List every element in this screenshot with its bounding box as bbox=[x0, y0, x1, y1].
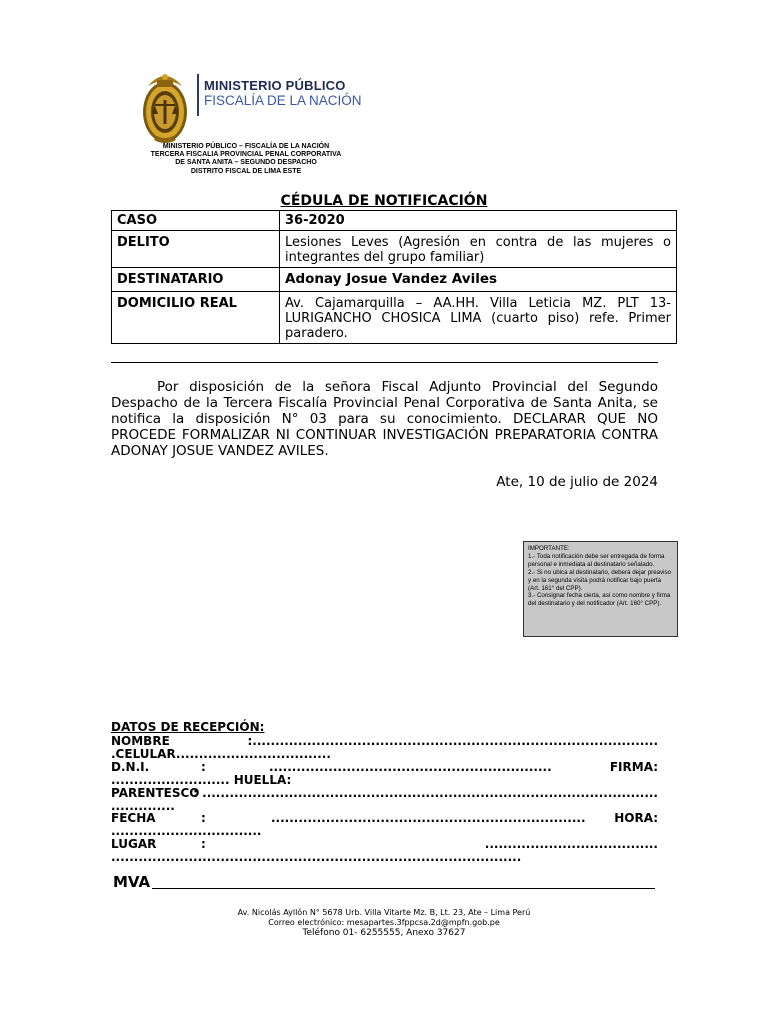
important-item: 3.- Consignar fecha cierta, así como nombre y firma del destinatario y del notificador (Art. 160° CPP). bbox=[528, 592, 671, 608]
table-row bbox=[112, 292, 677, 344]
lugar-field: ...................................... bbox=[484, 837, 658, 851]
lugar-colon: : bbox=[201, 837, 206, 851]
reception-title-text: DATOS DE RECEPCIÓN bbox=[111, 720, 260, 734]
celular-field: .CELULAR.................................. bbox=[111, 747, 331, 761]
document-title bbox=[0, 193, 768, 209]
dni-colon: : bbox=[201, 760, 206, 774]
institution-line: TERCERA FISCALIA PROVINCIAL PENAL CORPORATIVA bbox=[150, 151, 342, 159]
table-row bbox=[112, 231, 677, 268]
institution-line: DE SANTA ANITA – SEGUNDO DESPACHO bbox=[175, 159, 317, 167]
fecha-label: FECHA bbox=[111, 811, 156, 825]
delito-value: Lesiones Leves (Agresión en contra de las mujeres o integrantes del grupo familiar) bbox=[280, 231, 677, 268]
footer-email: Correo electrónico: mesapartes.3fppcsa.2d@mpfn.gob.pe bbox=[268, 918, 500, 927]
important-heading: IMPORTANTE: bbox=[528, 545, 570, 552]
reception-title bbox=[111, 721, 658, 734]
footer-phone: Teléfono 01- 6255555, Anexo 37627 bbox=[302, 928, 466, 938]
logo-divider bbox=[197, 74, 199, 116]
separator-line bbox=[111, 362, 658, 363]
hora-label: HORA: bbox=[614, 811, 658, 825]
lugar-label: LUGAR bbox=[111, 837, 157, 851]
table-row bbox=[112, 211, 677, 231]
fecha-continuation: ................................. bbox=[111, 824, 262, 838]
caso-value: 36-2020 bbox=[280, 211, 677, 231]
case-info-table bbox=[111, 210, 677, 344]
important-item: 2.- Si no ubica al destinatario, deberá dejar preaviso y en la segunda visita podrá notificar bajo puerta (Art. 161° del CPP). bbox=[528, 568, 672, 592]
fecha-colon: : bbox=[201, 811, 206, 825]
logo-title: MINISTERIO PÚBLICO bbox=[204, 78, 346, 93]
lugar-continuation: .......................................................................................... bbox=[111, 850, 522, 864]
caso-label: CASO bbox=[112, 211, 280, 231]
signature-initials: MVA bbox=[113, 873, 151, 891]
parentesco-label: PARENTESCO bbox=[111, 786, 200, 800]
footer-address: Av. Nicolás Ayllón N° 5678 Urb. Villa Vitarte Mz. B, Lt. 23, Ate – Lima Perú bbox=[237, 908, 531, 917]
domicilio-value: Av. Cajamarquilla – AA.HH. Villa Leticia MZ. PLT 13- LURIGANCHO CHOSICA LIMA (cuarto piso) refe. Primer paradero. bbox=[280, 292, 677, 344]
nombre-label: NOMBRE bbox=[111, 734, 170, 748]
institution-line: DISTRITO FISCAL DE LIMA ESTE bbox=[190, 167, 302, 175]
logo-subtitle: FISCALÍA DE LA NACIÓN bbox=[204, 93, 362, 108]
signature-line bbox=[152, 888, 655, 889]
huella-field: .......................... HUELLA: bbox=[111, 773, 292, 787]
important-item: 1.- Toda notificación debe ser entregada de forma personal e inmediata al destinatario señalado. bbox=[528, 552, 665, 568]
table-row bbox=[112, 268, 677, 292]
domicilio-label: DOMICILIO REAL bbox=[112, 292, 280, 344]
institution-logo bbox=[140, 62, 362, 146]
destinatario-label: DESTINATARIO bbox=[112, 268, 280, 292]
reception-title-colon: : bbox=[259, 720, 265, 734]
coat-of-arms-seal-icon bbox=[140, 62, 190, 146]
document-date: Ate, 10 de julio de 2024 bbox=[496, 474, 658, 490]
nombre-field: :......................................................................................... bbox=[247, 734, 658, 748]
firma-label: FIRMA: bbox=[609, 760, 658, 774]
destinatario-value: Adonay Josue Vandez Aviles bbox=[280, 268, 677, 292]
fecha-field: ..................................................................... bbox=[271, 811, 586, 825]
dni-label: D.N.I. bbox=[111, 760, 150, 774]
institution-line: MINISTERIO PÚBLICO – FISCALÍA DE LA NACIÓN bbox=[162, 143, 330, 150]
parentesco-continuation: .............. bbox=[111, 799, 175, 813]
important-notice-box bbox=[523, 541, 678, 637]
institution-header bbox=[118, 143, 374, 176]
delito-label: DELITO bbox=[112, 231, 280, 268]
document-title-text: CÉDULA DE NOTIFICACIÓN bbox=[280, 193, 488, 209]
parentesco-field: : .................................................................................................... bbox=[193, 786, 658, 800]
notification-paragraph: Por disposición de la señora Fiscal Adjunto Provincial del Segundo Despacho de la Tercera Fiscalía Provincial Penal Corporativa de Santa Anita, se notifica la disposición N° 03 para su conocimiento. DECLARAR QUE NO PROCEDE FORMALIZAR NI CONTINUAR INVESTIGACIÓN PREPARATORIA CONTRA ADONAY JOSUE VANDEZ AVILES. bbox=[111, 379, 658, 459]
dni-field: .............................................................. bbox=[269, 760, 552, 774]
